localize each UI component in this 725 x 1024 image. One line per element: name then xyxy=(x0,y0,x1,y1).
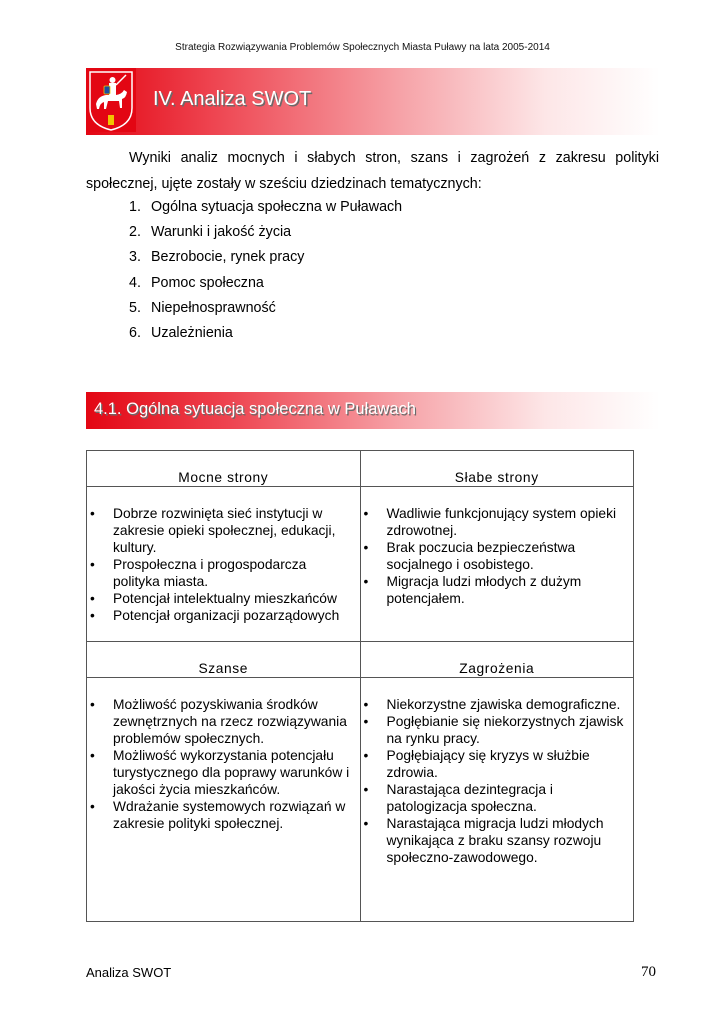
list-item: • Pogłębiający się kryzys w służbie zdrowia. xyxy=(361,747,628,781)
threats-header: Zagrożenia xyxy=(360,642,634,678)
weaknesses-cell xyxy=(360,487,634,642)
swot-content-row xyxy=(87,678,634,922)
list-item-label: Ogólna sytuacja społeczna w Puławach xyxy=(151,199,403,215)
list-item-number: 3. xyxy=(129,249,141,266)
list-item xyxy=(129,245,402,270)
list-item-label: Uzależnienia xyxy=(151,324,233,341)
list-item-label: Pomoc społeczna xyxy=(151,274,264,291)
swot-content-row xyxy=(87,487,634,642)
list-item xyxy=(129,296,402,321)
list-item: • Potencjał organizacji pozarządowych xyxy=(87,607,354,624)
list-item xyxy=(129,220,402,245)
running-header: Strategia Rozwiązywania Problemów Społecznych Miasta Puławy na lata 2005-2014 xyxy=(175,42,550,53)
list-item-number: 5. xyxy=(129,299,141,316)
list-item: • Potencjał intelektualny mieszkańców xyxy=(87,590,354,607)
list-item-number: 6. xyxy=(129,324,141,341)
list-item-number: 4. xyxy=(129,274,141,291)
list-item-label: Bezrobocie, rynek pracy xyxy=(151,249,305,266)
pulawy-coat-of-arms-icon xyxy=(86,68,136,132)
list-item-number: 2. xyxy=(129,224,141,241)
opportunities-list xyxy=(87,696,354,832)
list-item: • Brak poczucia bezpieczeństwa socjalnego i osobistego. xyxy=(361,539,628,573)
list-item xyxy=(129,321,402,346)
list-item: • Możliwość wykorzystania potencjału turystycznego dla poprawy warunków i jakości życia mieszkańców. xyxy=(87,747,354,798)
strengths-list xyxy=(87,505,354,624)
list-item: • Wadliwie funkcjonujący system opieki zdrowotnej. xyxy=(361,505,628,539)
list-item: • Niekorzystne zjawiska demograficzne. xyxy=(361,696,628,713)
list-item: • Wdrażanie systemowych rozwiązań w zakresie polityki społecznej. xyxy=(87,798,354,832)
opportunities-header: Szanse xyxy=(87,642,361,678)
page-number: 70 xyxy=(641,964,656,980)
chapter-title: IV. Analiza SWOT xyxy=(153,88,312,110)
intro-text: Wyniki analiz mocnych i słabych stron, szans i zagrożeń z zakresu polityki społecznej, ujęte zostały w sześciu dziedzinach tematycznych: xyxy=(86,150,659,192)
topic-list xyxy=(129,195,402,346)
strengths-cell xyxy=(87,487,361,642)
strengths-header: Mocne strony xyxy=(87,451,361,487)
list-item xyxy=(129,271,402,296)
list-item: • Narastająca dezintegracja i patologizacja społeczna. xyxy=(361,781,628,815)
list-item-label: Warunki i jakość życia xyxy=(151,224,292,241)
list-item: • Pogłębianie się niekorzystnych zjawisk na rynku pracy. xyxy=(361,713,628,747)
swot-header-row xyxy=(87,642,634,678)
swot-table xyxy=(86,450,634,922)
opportunities-cell xyxy=(87,678,361,922)
list-item-label: Niepełnosprawność xyxy=(151,299,276,316)
swot-header-row xyxy=(87,451,634,487)
list-item-number: 1. xyxy=(129,199,141,215)
weaknesses-header: Słabe strony xyxy=(360,451,634,487)
threats-cell xyxy=(360,678,634,922)
section-title: 4.1. Ogólna sytuacja społeczna w Puławach xyxy=(94,400,416,418)
list-item: • Migracja ludzi młodych z dużym potencjałem. xyxy=(361,573,628,607)
list-item xyxy=(129,195,402,220)
list-item: • Narastająca migracja ludzi młodych wynikająca z braku szansy rozwoju społeczno-zawodowego. xyxy=(361,815,628,866)
weaknesses-list xyxy=(361,505,628,607)
threats-list xyxy=(361,696,628,866)
list-item: • Prospołeczna i progospodarcza polityka miasta. xyxy=(87,556,354,590)
footer-section-name: Analiza SWOT xyxy=(86,965,172,980)
intro-paragraph xyxy=(86,146,659,197)
list-item: • Dobrze rozwinięta sieć instytucji w zakresie opieki społecznej, edukacji, kultury. xyxy=(87,505,354,556)
list-item: • Możliwość pozyskiwania środków zewnętrznych na rzecz rozwiązywania problemów społecznych. xyxy=(87,696,354,747)
